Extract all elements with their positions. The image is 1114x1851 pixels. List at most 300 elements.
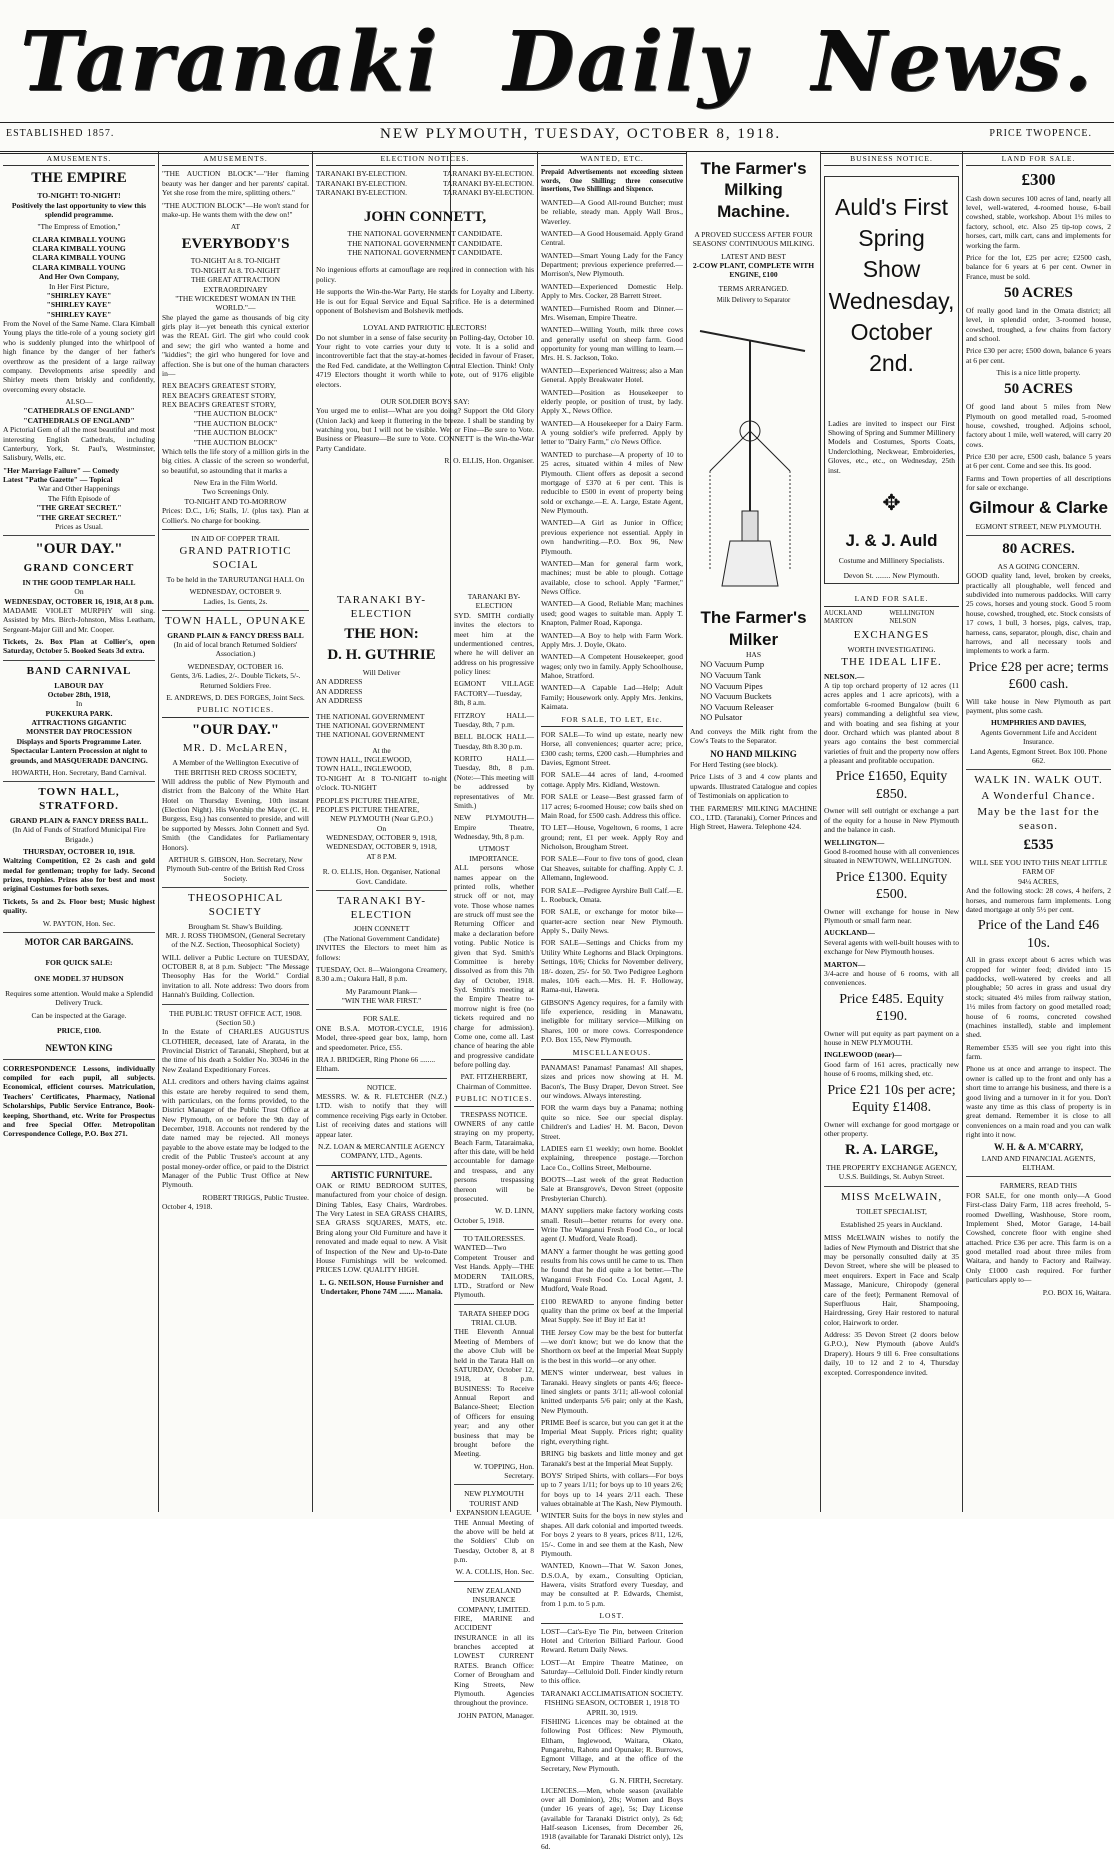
land-city-right: WELLINGTON NELSON (889, 609, 935, 626)
ad-ourday-title: "OUR DAY." (35, 541, 123, 558)
ad-empire-intro: Positively the last opportunity to view this splendid programme. (11, 200, 147, 219)
ad-fishing-licences: LICENCES.—Men, whole season (available over all Dominion), 20s; Women and Boys (under 16 years of age), 5s; Day License (available for Taranaki District only), 2s 6d; Half-season Licenses, from December 26, 1918 (available for Taranaki District only), 12s 6d. (541, 1785, 683, 1851)
ad-auld-devon: Devon St. ........ New Plymouth. (843, 571, 940, 581)
ad-everybodys-block: "THE AUCTION BLOCK" (193, 437, 278, 447)
ad-concert-date: WEDNESDAY, OCTOBER 16, 1918, At 8 p.m. (4, 596, 154, 606)
sale-list (541, 730, 683, 1045)
land-50a-nice: This is a nice little property. (996, 368, 1081, 377)
divider (316, 1009, 447, 1010)
ad-trespass-linn: W. D. LINN, (494, 1206, 534, 1216)
land-80-text: GOOD quality land, level, broken by creeks, practically all ploughable, well fenced and subdivided into numerous paddocks. Will carry 25 cows, horses and young stock. Good 5 room house, cowshed, troughed, etc. Stock consists of 17 cows, 1 bull, 3 horses, pigs, calves, trap, harness, cans, separator, plough, disc, chain and harrows, and all necessary tools and implements to work a farm. (966, 571, 1111, 656)
milker-has: HAS (745, 649, 761, 659)
ad-everybodys-at: AT (230, 222, 241, 232)
ad-fishing-title: TARANAKI ACCLIMATISATION SOCIETY. (541, 1688, 683, 1698)
land-inglewood-text: Good farm of 161 acres, practically new house of 6 rooms, milking shed, etc. (824, 1059, 959, 1079)
classified-ad: WANTED—Experienced Waitress; also a Man General. Apply Breakwater Hotel. (541, 365, 683, 385)
land-94-phone: Phone us at once and arrange to inspect. The owner is called up to the front and only has a short time to arrange his business, and there is a good living and a turnover in it for you. Don't waste any time as this class of property is in great demand. Remember it is close to all conveniences on a main road and you can walk right into it now. (966, 1064, 1111, 1139)
masthead-word-taranaki: Taranaki (20, 14, 440, 110)
ad-everybodys-prices: Prices: D.C., 1/6; Stalls, 1/. (plus tax). Plan at Collier's. No charge for booking. (162, 506, 309, 525)
classified-ad: BRING big baskets and little money and get Taranaki's best at the Imperial Meat Supply. (541, 1449, 683, 1468)
ad-tailor-text: WANTED—Two Competent Trouser and Vest Hands. Apply—THE MODERN TAILORS, LTD., Stratford or New Plymouth. (454, 1243, 534, 1300)
election-guthrie-hon: THE HON: (344, 625, 419, 642)
ad-everybodys-desc: She played the game as thousands of big city girls play it—yet beneath this cynical exterior was the REAL Girl. The girl who could cook and sew; the girl who wanted a home and "kiddies"; the girl who hungered for love and affection. She is but one of the human characters in— (162, 312, 309, 378)
section-header: MISCELLANEOUS. (541, 1048, 683, 1060)
classified-ad: WINTER Suits for the boys in new styles and shapes. All dark colonial and imported tweeds. For boys 2 years to 8 years, prices 8/11, 12/6, 15/-. Come in and see them at the Kash, New Plymouth. (541, 1511, 683, 1558)
milking-latest: LATEST AND BEST (721, 251, 786, 261)
election-guthrie-name: D. H. GUTHRIE (327, 647, 436, 664)
classified-ad: TO LET—House, Vogeltown, 6 rooms, 1 acre ground; rent, £1 per week. Apply Roy and Nicholson, Brougham Street. (541, 823, 683, 852)
section-header: PUBLIC NOTICES. (454, 1094, 534, 1106)
ad-stratford-date: THURSDAY, OCTOBER 10, 1918. (23, 846, 135, 856)
divider (454, 1581, 534, 1582)
land-94-more: All in grass except about 6 acres which was cropped for winter feed; divided into 15 paddocks, well-watered by creeks and all ploughable; 50 acres in grass and usual dry stock; situated 4½ miles from railway station, 1½ miles from factory on good metalled road; house of 6 rooms, concreted cowshed (machines installed), stable and implement shed. (966, 955, 1111, 1040)
divider (316, 1078, 447, 1079)
divider (824, 1186, 959, 1187)
ornament-icon: ✥ (882, 489, 901, 515)
land-maybe: May be the last for the season. (977, 805, 1100, 832)
milking-proven: A PROVED SUCCESS AFTER FOUR SEASONS' CONTINUOUS MILKING. (692, 229, 815, 249)
ad-correspondence: CORRESPONDENCE Lessons, individually compiled for each pupil, all subjects. Economical, efficient courses. Matriculation, Teachers' Certificates, Pharmacy, National Scholarships, Public Service Entrance, Book-keeping, Shorthand, etc. Write for Prospectus and free Special Offer. Metropolitan Correspondence College, P.O. Box 271. (3, 1063, 155, 1139)
election-smith-persons: ALL persons whose names appear on the printed rolls, whether struck off or not, may vote. Those whose names are struck off must see the Returning Officer and make a declaration before voting. Public Notice is given that Syd. Smith's Committee is hereby dissolved as from this 7th day of October, 1918. Syd. Smith's meeting at the Empire Theatre to-morrow night is free (no tickets required and no charge for admission). Come one, come all. Last chance of hearing the able and progressive candidate before polling day. (454, 863, 534, 1069)
election-guthrie-address: AN ADDRESS (316, 686, 363, 696)
election-guthrie-date: WEDNESDAY, OCTOBER 9, 1918, (326, 842, 437, 852)
ad-empire-empress: "The Empress of Emotion," (37, 222, 121, 232)
land-marton-text: 3/4-acre and house of 6 rooms, with all conveniences. (824, 968, 959, 988)
land-large-agency: THE PROPERTY EXCHANGE AGENCY, (826, 1163, 957, 1172)
ad-everybodys-rexbeach: REX BEACH'S GREATEST STORY, (162, 400, 276, 409)
election-smith-empire: NEW PLYMOUTH—Empire Theatre, Wednesday, 9th, 8 p.m. (454, 813, 534, 841)
ad-mcelwain-title: TOILET SPECIALIST, (856, 1206, 927, 1216)
milker-herd: For Herd Testing (see block). (690, 760, 778, 770)
classified-ad: LOST—Cat's-Eye Tie Pin, between Criterion Hotel and Criterion Billiard Parlour. Good Reward. Return Daily News. (541, 1626, 683, 1655)
ad-mcelwain-text: MISS McELWAIN wishes to notify the ladies of New Plymouth and District that she may be personally consulted daily at 35 Devon Street, where she will be pleased to meet enquirers. Expert in Face and Scalp Massage, Manicure, Chiropody (general care of the feet); Permanent Removal of Superfluous Hair, Shampooing, Hairdressing, Grey Hair restored to natural color, Hairwork to order. (824, 1233, 959, 1327)
land-94-text: And the following stock: 28 cows, 4 heifers, 2 horses, and numerous farm implements. Long dated mortgage at only 5½ per cent. (966, 886, 1111, 914)
ad-empire-title: THE EMPIRE (31, 170, 127, 187)
classified-ad: BOOTS—Last week of the great Reduction Sale at Bransgrove's, Devon Street (opposite Presbyterian Church). (541, 1175, 683, 1203)
ad-fletcher-text: MESSRS. W. & R. FLETCHER (N.Z.) LTD. wish to notify that they will commence receiving Pigs early in October. List of receiving dates and stations will appear later. (316, 1092, 447, 1139)
section-header: LAND FOR SALE. (824, 594, 959, 606)
ad-mcelwain-address: Address: 35 Devon Street (2 doors below G.P.O.), New Plymouth (above Auld's Drapery). Hours 9 till 6. Free consultations daily, 10 to 12 and 2 to 4, Thursday excepted. Correspondence invited. (824, 1330, 959, 1377)
election-banner: TARANAKI BY-ELECTION. (442, 178, 534, 188)
land-wellington-title: WELLINGTON— (824, 837, 885, 847)
ad-auld-ladies: Ladies are invited to inspect our First Showing of Spring and Summer Millinery Models and Costumes, Sports Coats, Underclothing, Neckwear, Embroideries, Gloves, etc., etc., on Wednesday, 25th inst. (828, 418, 955, 475)
column-election-left (313, 592, 450, 1514)
classified-ad: THE Jersey Cow may be the best for butterfat—we don't know; but we do know that the Shorthorn ox beef at the Imperial Meat Supply is the best in this world—or any other. (541, 1327, 683, 1365)
land-80-title: 80 ACRES. (1002, 541, 1075, 558)
land-large-name: R. A. LARGE, (845, 1142, 938, 1159)
ad-empire-secret: "THE GREAT SECRET." (36, 512, 122, 522)
column-election-right (451, 592, 537, 1720)
ad-fletcher-agents: N.Z. LOAN & MERCANTILE AGENCY COMPANY, LTD., Agents. (317, 1141, 446, 1161)
ad-mcelwain-name: MISS McELWAIN, (840, 1190, 943, 1203)
ad-stratford-waltz: Waltzing Competition, £2 2s cash and gold medal for gentleman; trophy for lady. Second prizes, trophies. Prizes also for best and most original Costumes for both sexes. (3, 856, 155, 894)
land-auckland-title: AUCKLAND— (824, 928, 875, 938)
milker-company: THE FARMERS' MILKING MACHINE CO., LTD. (Taranaki), Corner Princes and High Street, Hawera. Telephone 424. (690, 803, 817, 832)
land-large-address: U.S.S. Buildings, St. Aubyn Street. (838, 1172, 945, 1182)
ad-band-monster: MONSTER DAY PROCESSION (26, 727, 132, 737)
classified-ad: FOR SALE—Settings and Chicks from my Utility White Leghorns and Black Orpingtons. Settings, 10/6; Chicks for November delivery, 18/- dozen, 25/- for 50. Two Pedigree Leghorn males, 10/6 each.—Mrs. H. F. Holloway, Rama-nui, Hawera. (541, 938, 683, 995)
ad-empire-film: "SHIRLEY KAYE" (46, 309, 112, 319)
ad-trust-estate: In the Estate of CHARLES AUGUSTUS CLOTHIER, deceased, late of Ararata, in the Provincial District of Taranaki, Shepherd, but at the time of his death a Soldier No. 30346 in the New Zealand Expeditionary Forces. (162, 1027, 309, 1074)
classified-ad: WANTED—A Competent Housekeeper, good wages; only two in family. Apply Schoolhouse, Mahoe, Stratford. (541, 652, 684, 681)
ad-auld-costume: Costume and Millinery Specialists. (838, 555, 945, 565)
masthead (20, 8, 1094, 116)
classified-ad: WANTED to purchase—A property of 10 to 25 acres, situated within 4 miles of New Plymouth. Client offers as deposit a second mortgage of £370 at 6 per cent. This is reducible to £500 in event of property being sold or exchange.—E. A. Large, Estate Agent, New Plymouth. (541, 449, 683, 516)
milker-prices: Price Lists of 3 and 4 cow plants and upwards. Illustrated Catalogue and copies of Testimonials on application to (690, 772, 817, 801)
ad-everybodys-title: EVERYBODY'S (181, 235, 290, 252)
election-banner: TARANAKI BY-ELECTION. (316, 188, 408, 198)
ad-ourday2-redcross: THE BRITISH RED CROSS SOCIETY, (174, 767, 297, 777)
land-marton-title: MARTON— (824, 959, 866, 969)
election-smith-utmost: UTMOST IMPORTANCE. (469, 844, 519, 863)
classified-ad: MEN'S winter underwear, best values in Taranaki. Heavy singlets or pants 4/6; fleece-lined singlets or pants 3/11; all-wool colonial knitted underpants 5/6 pair; only at the Kash, New Plymouth. (541, 1368, 683, 1415)
ad-empire-desc: From the Novel of the Same Name. Clara Kimball Young plays the title-role of a young society girl who is suddenly plunged into the whirlpool of high finance by the danger of her father's overthrow as the president of a large railway company. Developments arise speedily and Shirley meets them briskly and confidently, overcoming every obstacle. (3, 319, 155, 394)
ad-ourday2-member: A Member of the Wellington Executive of (172, 758, 299, 768)
ad-insurance-title: NEW ZEALAND INSURANCE COMPANY, LIMITED. (457, 1585, 531, 1614)
land-inglewood-owner: Owner will exchange for good mortgage or other property. (824, 1119, 959, 1138)
classified-ad: WANTED—Position as Housekeeper to elderly people, or position of trust, by lady. Apply X., News Office. (541, 387, 683, 416)
ad-band-in: In (75, 699, 83, 709)
election-guthrie-ellis: R. O. ELLIS, Hon. Organiser, National Govt. Candidate. (322, 867, 441, 886)
section-header: AMUSEMENTS. (3, 154, 155, 166)
divider (162, 887, 309, 888)
ad-opunake-date: WEDNESDAY, OCTOBER 16. (187, 661, 284, 671)
column-business (821, 152, 962, 1514)
ad-auld-spring (824, 176, 959, 584)
misc-list (541, 1063, 683, 1608)
land-farms: Farms and Town properties of all descriptions for sale or exchange. (966, 473, 1111, 493)
ad-bsa-title: FOR SALE. (362, 1014, 401, 1024)
ad-everybodys-tonight: TO-NIGHT At 8. TO-NIGHT (190, 256, 281, 266)
land-80-going: AS A GOING CONCERN. (997, 561, 1080, 571)
classified-ad: WANTED—A Good All-round Butcher; must be reliable, steady man. Apply Wall Bros., Waverley. (541, 197, 683, 226)
ad-tailor-title: TO TAILORESSES. (462, 1234, 526, 1243)
ad-everybodys-block: "THE AUCTION BLOCK" (193, 409, 278, 419)
land-nelson-owner: Owner will sell outright or exchange a part of the equity for a house in New Plymouth and the balance in cash. (824, 806, 959, 835)
ad-ourday2-title: "OUR DAY." (191, 721, 280, 738)
ad-stratford-tickets: Tickets, 5s and 2s. Floor best; Music highest quality. (3, 896, 155, 916)
milker-title: The Farmer's Milker (700, 608, 807, 649)
ad-fletcher-title: NOTICE. (366, 1082, 397, 1092)
column-land (963, 152, 1114, 1514)
election-banner: TARANAKI BY-ELECTION. (316, 178, 408, 188)
land-50b-price: Price £30 per acre, £500 cash, balance 5 years at 6 per cent. Come and see this. Its good. (966, 452, 1111, 471)
ad-theosophy-title: THEOSOPHICAL SOCIETY (187, 892, 284, 918)
classified-ad: FOR SALE, or exchange for motor bike—quarter-acre section near New Plymouth. Apply S., Daily News. (541, 907, 683, 936)
ad-motor-desc: Requires some attention. Would make a Splendid Delivery Truck. (5, 988, 153, 1008)
election-smith-fitz: PAT. FITZHERBERT, Chairman of Committee. (456, 1072, 532, 1091)
ad-theosophy-lecture: WILL deliver a Public Lecture on TUESDAY, OCTOBER 8, at 8 p.m. Subject: "The Message Theosophy Has for the World." Cordial invitation to all. Note address: Two doors from Hannah's Building. Collection. (162, 952, 309, 1000)
classified-ad: WANTED—A Girl as Junior in Office; previous experience not essential. Apply in own handwriting.—P.O. Box 96, New Plymouth. (541, 518, 683, 556)
divider (454, 1304, 534, 1305)
ad-empire-company: And Her Own Company, (39, 272, 119, 282)
divider (3, 535, 155, 536)
classified-ad: FOR the warm days buy a Panama; nothing quite so nice. See our special display. Children's and Ladies' H. M. Bacon, Devon Street. (541, 1103, 683, 1141)
ad-opunake-price: Gents, 3/6. Ladies, 2/-. Double Tickets, 5/-. Returned Soldiers Free. (170, 671, 301, 690)
milking-machine-illustration (690, 311, 817, 601)
ad-ourday2-gibson: ARTHUR S. GIBSON, Hon. Secretary, New Plymouth Sub-centre of the British Red Cross Society. (166, 854, 305, 883)
land-wellington-owner: Owner will exchange for house in New Plymouth or small farm near. (824, 906, 959, 925)
divider (3, 660, 155, 661)
column-amusements-2 (159, 152, 312, 1514)
ad-everybodys-tonight: TO-NIGHT At 8. TO-NIGHT (190, 265, 281, 275)
ad-everybodys-rexbeach: REX BEACH'S GREATEST STORY, (162, 381, 276, 391)
milker-feature-item: NO Vacuum Pump (700, 659, 765, 670)
ad-auction-1: "THE AUCTION BLOCK"—"Her flaming beauty was her danger and her parents' capital. Yet she rose from the mire, splitting others." (162, 169, 309, 198)
election-connett2-platform: My Paramount Plank— (345, 986, 418, 996)
classified-ad: FOR SALE—To wind up estate, nearly new Horse, all conveniences; quarter acre; price, £300 cash; terms, £200 cash.—Humphries and Davies, Egmont Street. (541, 729, 683, 768)
election-connett2-winwar: "WIN THE WAR FIRST." (341, 996, 422, 1005)
election-guthrie-peoples: PEOPLE'S PICTURE THEATRE, (316, 795, 420, 805)
land-marton-owner: Owner will put equity as part payment on a house in NEW PLYMOUTH. (824, 1028, 959, 1047)
divider (162, 610, 309, 611)
ad-tarata-topping: W. TOPPING, Hon. Secretary. (473, 1461, 534, 1480)
ad-empire-first: In Her First Picture, (49, 281, 109, 291)
divider (966, 535, 1111, 536)
ad-empire-episode: The Fifth Episode of (47, 493, 111, 503)
ad-motor-garage: Can be inspected at the Garage. (31, 1010, 127, 1020)
election-loyal-text: Do not slumber in a sense of false security on Polling-day, October 10. Your right to vote carries your duty to vote. It is a solid and incontrovertible fact that the stay-at-homes decided in favour of Fraser, the Red Fed. candidate, at the Wellington Central Election. Think! Only 4719 Electors thought it worth while to vote, out of 9176 eligible electors. (316, 332, 534, 389)
divider (3, 1059, 155, 1060)
ad-everybodys-which: Which tells the life story of a million girls in the big cities. A classic of the screen so wonderful, so beautiful, so astounding that it marks a (162, 446, 309, 475)
land-walkin: WALK IN. WALK OUT. (974, 774, 1103, 787)
divider (162, 1004, 309, 1005)
land-94-acres: 94¼ ACRES, (1018, 876, 1059, 886)
ad-insurance-paton: JOHN PATON, Manager. (457, 1710, 534, 1720)
ad-social-place: To be held in the TARURUTANGI HALL On (166, 574, 305, 584)
land-50a-text: Of really good land in the Omata district; all level, in splendid order, 3-roomed house, cowshed, troughed, a few chains from factory and school. (966, 305, 1111, 343)
land-gilmour-name: Gilmour & Clarke (969, 497, 1108, 517)
ad-everybodys-attraction: THE GREAT ATTRACTION EXTRAORDINARY (190, 275, 281, 294)
land-mccarry-agents: LAND AND FINANCIAL AGENTS, ELTHAM. (981, 1153, 1096, 1172)
election-guthrie-address: AN ADDRESS (316, 696, 363, 706)
land-50a-price: Price £30 per acre; £500 down, balance 6 years at 6 per cent. (966, 346, 1111, 365)
land-300-price: £300 (1021, 170, 1056, 190)
land-humphries-address: Land Agents, Egmont Street. Box 100. Phone 662. (970, 746, 1107, 765)
divider (316, 890, 447, 891)
ad-concert-on: On (74, 587, 84, 597)
ad-trust-date: October 4, 1918. (162, 1202, 213, 1211)
land-farmers-pobox: P.O. BOX 16, Waitara. (1042, 1287, 1111, 1297)
election-loyal-title: LOYAL AND PATRIOTIC ELECTORS! (363, 323, 487, 333)
ad-everybodys-block: "THE AUCTION BLOCK" (193, 418, 278, 428)
ad-empire-war: War and Other Happenings (38, 484, 120, 494)
classified-ad: WANTED—Man for general farm work, machines; must be able to plough. Cottage available, close to school. Apply "Farmer," News Office. (541, 558, 683, 597)
ad-empire-prices: Prices as Usual. (55, 521, 103, 531)
ad-bsa-text: ONE B.S.A. MOTOR-CYCLE, 1916 Model, three-speed gear box, lamp, horn and speedometer. Price, £55. (316, 1023, 447, 1052)
ad-empire-film: "SHIRLEY KAYE" (46, 300, 112, 310)
ad-band-title: BAND CARNIVAL (26, 664, 132, 677)
ad-auld-line3: Wednesday, (828, 287, 955, 314)
classified-ad: WANTED—A Housekeeper for a Dairy Farm. A young soldier's wife preferred. Apply by letter to "Dairy Farm," c/o News Office. (541, 418, 683, 447)
ad-empire-cathedrals: "CATHEDRALS OF ENGLAND" (23, 406, 135, 416)
ad-ourday2-address: Will address the public of New Plymouth and district from the Balcony of the White Hart Hotel on Thursday Evening, 10th instant (Election Night). His Worship the Mayor (C. H. Burgess, Esq.) has consented to preside, and will be supported by Messrs. John Connett and Syd. Smith (the Candidates for Parliamentary Honors). (162, 776, 309, 852)
ad-auction-2: "THE AUCTION BLOCK"—He won't stand for make-up. He wants them with the dew on!" (162, 200, 309, 219)
ad-furniture-text: OAK or RIMU BEDROOM SUITES, manufactured from your choice of design. Dining Tables, Easy Chairs, Wardrobes. The Very Latest in SEA GRASS CHAIRS, SEA GRASS SQUARES, MATS, etc. Bring along your Old Furniture and have it renovated and made equal to new. A Visit of Inspection of the New and Up-to-Date House Furnishings will be welcomed. PRICES LOW. QUALITY HIGH. (316, 1180, 447, 1275)
classified-ad: WANTED—Experienced Domestic Help. Apply to Mrs. Cocker, 28 Barrett Street. (541, 281, 683, 301)
classified-ad: FOR SALE—Four to five tons of good, clean Oat Sheaves, suitable for chaffing. Apply C. J. Allemann, Inglewood. (541, 854, 683, 883)
election-guthrie-town: TOWN HALL, INGLEWOOD, (316, 755, 412, 764)
ad-auld-headline (828, 192, 955, 378)
divider (966, 769, 1111, 770)
election-connett2-candidate: (The National Government Candidate) (323, 933, 440, 943)
land-50a-title: 50 ACRES (1004, 285, 1073, 301)
ad-opunake-secs: E. ANDREWS, D. DES FORGES, Joint Secs. (166, 692, 305, 702)
ad-social-title: GRAND PATRIOTIC SOCIAL (179, 545, 292, 571)
ad-stratford-payton: W. PAYTON, Hon. Sec. (42, 918, 116, 928)
election-banner: TARANAKI BY-ELECTION. (442, 169, 534, 179)
election-guthrie-natgov: THE NATIONAL GOVERNMENT (316, 730, 425, 740)
ad-copper: IN AID OF COPPER TRAIL (191, 533, 280, 543)
lost-list (541, 1627, 683, 1686)
ad-opunake-ball: GRAND PLAIN & FANCY DRESS BALL (167, 630, 304, 640)
land-nelson-title: NELSON.— (824, 671, 865, 681)
ad-tourist-text: THE Annual Meeting of the above will be held at the Soldiers' Club on Tuesday, October 8, at 8 p.m. (454, 1517, 534, 1564)
masthead-word-news: News. (811, 14, 1094, 110)
land-inglewood-title: INGLEWOOD (near)— (824, 1050, 902, 1060)
election-guthrie-town: TOWN HALL, INGLEWOOD, (316, 764, 412, 774)
election-guthrie-at8: AT 8 P.M. (366, 851, 397, 861)
election-smith-fitzroy: FITZROY HALL—Tuesday, 8th, 7 p.m. (454, 710, 534, 729)
ad-opunake-aid: (In aid of local branch Returned Soldiers' Association.) (173, 640, 298, 659)
ad-empire-cathedrals: "CATHEDRALS OF ENGLAND" (23, 415, 135, 425)
classified-ad: WANTED—A Boy to help with Farm Work. Apply Mrs. J. Doyle, Okato. (541, 630, 683, 649)
ad-auld-name: J. & J. Auld (845, 531, 938, 551)
ad-empire-secret: "THE GREAT SECRET." (36, 503, 122, 513)
land-50b-text: Of good land about 5 miles from New Plymouth on good metalled road, 5-roomed house, cowshed, troughed. Adjoins school, factory about 1 mile, well watered, will carry 20 cows. (966, 402, 1111, 449)
ad-stratford-ball: GRAND PLAIN & FANCY DRESS BALL. (9, 815, 149, 825)
ad-concert-artists: MADAME VIOLET MURPHY will sing. Assisted by Mrs. Birch-Johnston, Miss Leatham, Sergeant-Major Gill and Mr. Cooper. (3, 605, 155, 634)
section-header: LOST. (541, 1611, 683, 1623)
ad-concert-tickets: Tickets, 2s. Box Plan at Collier's, open Saturday, October 5. Booked Seats 3d extra. (3, 637, 155, 656)
election-guthrie-peoples: PEOPLE'S PICTURE THEATRE, (316, 804, 420, 814)
ad-fishing-text: FISHING Licences may be obtained at the following Post Offices: New Plymouth, Eltham, Inglewood, Waitara, Okato, Pungarehu, Rahotu and Opunake; R. Burrows, Egmont Village, and at the office of the Secretary, New Plymouth. (541, 1716, 683, 1773)
section-header: AMUSEMENTS. (162, 154, 309, 166)
ad-band-park: PUKEKURA PARK. (45, 708, 113, 718)
election-candidate: THE NATIONAL GOVERNMENT CANDIDATE. (347, 238, 503, 248)
classified-ad: WANTED, Known—That W. Saxon Jones, D.S.O.A, by exam., Consulting Optician, Hawera, visits Stratford every Tuesday, and may be consulted at P. Edwards, Chemist, from 1 p.m. to 5 p.m. (541, 1561, 683, 1608)
election-guthrie-date: WEDNESDAY, OCTOBER 9, 1918, (326, 833, 437, 842)
divider (454, 1229, 534, 1230)
election-banner: TARANAKI BY-ELECTION. (316, 169, 408, 179)
ad-band-attractions: ATTRACTIONS GIGANTIC (31, 718, 127, 727)
election-candidate: THE NATIONAL GOVERNMENT CANDIDATE. (347, 248, 503, 257)
ad-theosophy-thomson: MR. J. ROSS THOMSON, (General Secretary of the N.Z. Section, Theosophical Society) (165, 930, 306, 950)
milker-nohand: NO HAND MILKING (710, 748, 797, 759)
land-94-price: Price of the Land £46 10s. (977, 918, 1100, 951)
milking-plant: 2-COW PLANT, COMPLETE WITH ENGINE, £100 (692, 260, 815, 280)
divider (3, 932, 155, 933)
section-header: PUBLIC NOTICES. (162, 705, 309, 717)
ad-fishing-firth: G. N. FIRTH, Secretary. (609, 1776, 683, 1786)
ad-bsa-bridger: IRA J. BRIDGER, Ring Phone 66 ........ Eltham. (316, 1054, 436, 1074)
section-header: ELECTION NOTICES. (316, 154, 534, 166)
ad-empire-tonight: TO-NIGHT! TO-NIGHT! (37, 191, 121, 201)
milker-conveys: And conveys the Milk right from the Cow's Teats to the Separator. (690, 727, 817, 746)
election-guthrie-tonight: TO-NIGHT At 8 TO-NIGHT to-night o'clock. TO-NIGHT (316, 773, 447, 793)
election-guthrie-banner: TARANAKI BY-ELECTION (336, 594, 427, 620)
election-guthrie-np: NEW PLYMOUTH (Near G.P.O.) (330, 814, 433, 824)
election-connett-title: JOHN CONNETT, (363, 208, 487, 225)
ad-trespass-text: OWNERS of any cattle straying on my property, Beach Farm, Tataraimaka, after this date, will be held accountable for damage and trespass, and any persons trespassing thereon will be prosecuted. (454, 1118, 534, 1203)
election-connett2-banner: TARANAKI BY-ELECTION (336, 894, 427, 921)
land-wonderful: A Wonderful Chance. (981, 790, 1096, 802)
classified-ad: FOR SALE—Pedigree Ayrshire Bull Calf.—E. L. Roebuck, Omata. (541, 885, 683, 904)
section-header: LAND FOR SALE. (966, 154, 1111, 166)
ad-empire-also: ALSO— (65, 397, 93, 406)
divider (162, 529, 309, 530)
ad-ourday2-mclaren: MR. D. McLAREN, (182, 742, 289, 755)
ad-auld-line2: Spring Show (858, 225, 925, 283)
ad-motor-price: PRICE, £100. (57, 1026, 101, 1035)
land-wellington-price: Price £1300. Equity £500. (835, 869, 948, 903)
land-94-remember: Remember £535 will see you right into this farm. (966, 1042, 1111, 1061)
land-gilmour-address: EGMONT STREET, NEW PLYMOUTH. (975, 521, 1102, 531)
ad-opunake-title: TOWN HALL, OPUNAKE (165, 614, 306, 627)
ad-trespass-date: October 5, 1918. (454, 1215, 505, 1225)
ad-milking-machine (687, 152, 820, 832)
land-cities (824, 610, 959, 627)
ad-tarata-title: TARATA SHEEP DOG TRIAL CLUB. (458, 1308, 530, 1327)
milking-caption: Milk Delivery to Separator (716, 297, 791, 304)
ad-theosophy-address: Brougham St. Shaw's Building. (188, 921, 283, 931)
milker-features (690, 659, 817, 723)
ad-motor-title: MOTOR CAR BARGAINS. (24, 936, 134, 947)
milking-machine-drawing (690, 311, 817, 601)
ad-everybodys-two: Two Screenings Only. (202, 487, 269, 497)
election-candidate: THE NATIONAL GOVERNMENT CANDIDATE. (347, 229, 503, 239)
classified-ad: WANTED—Smart Young Lady for the Fancy Department; previous experience preferred.—Morrison's, New Plymouth. (541, 250, 683, 279)
ad-band-howarth: HOWARTH, Hon. Secretary, Band Carnival. (11, 767, 147, 777)
election-effort: No ingenious efforts at camouflage are required in connection with his policy. (316, 265, 534, 284)
land-50b-title: 50 ACRES (1004, 381, 1073, 398)
ad-everybodys-tomorrow: TO-NIGHT AND TO-MORROW (184, 496, 287, 506)
land-exchanges: EXCHANGES (853, 628, 930, 641)
section-header: BUSINESS NOTICE. (824, 154, 959, 166)
classified-ad: MANY suppliers make factory working costs small. Result—better returns for every one. Write The Wanganui Fresh Food Co., or local agent (J. Mudford, Veale Road). (541, 1206, 683, 1244)
dateline (0, 122, 1114, 154)
ad-everybodys-rexbeach: REX BEACH'S GREATEST STORY, (162, 390, 276, 400)
ad-empire-star: CLARA KIMBALL YOUNG (32, 234, 126, 244)
classified-ad: BOYS' Striped Shirts, with collars—For boys up to 7 years 1/11; for boys up to 10 years 2/6; for boys up to 14 years 2/11 each. These values obtainable at The Kash, New Plymouth. (541, 1470, 683, 1509)
land-farmers-title: FARMERS, READ THIS (999, 1181, 1078, 1191)
election-soldier-text: You urged me to enlist—What are you doing? Support the Old Glory (Union Jack) and keep it fluttering in the breeze. I shall be standing by watching you, but I will not be visible. Wet or Fine—Be sure to Vote. Business or Pleasure—Be sure to Vote. CONNETT is the Win-the-War Party Candidate. (316, 406, 534, 453)
ad-trespass-title: TRESPASS NOTICE. (460, 1109, 528, 1119)
land-wellington-text: Good 8-roomed house with all conveniences situated in NEWTOWN, WELLINGTON. (824, 846, 959, 866)
milker-feature-item: NO Vacuum Tank (700, 669, 761, 680)
ad-trust-creditors: ALL creditors and others having claims against this estate are hereby required to send them, with particulars, on the forms provided, to the District Manager of the Public Trust Office at New Plymouth, on or before the 9th day of December, 1918. Accounts not rendered by the date named may be rejected. All moneys payable to the above estate may be lodged to the credit of the Public Trustee's account at any postal money-order office, or paid to the District Manager of the Public Trust Office at New Plymouth. (162, 1077, 309, 1190)
section-header: WANTED, ETC. (541, 154, 683, 166)
land-farmers-text: FOR SALE, for one month only—A Good First-class Dairy Farm, 118 acres freehold, 5-roomed Dwelling, Washhouse, Store room, Implement Shed, Motor Garage, 14-bail Cowshed, concrete floor with engine shed attached. Price £36 per acre. This farm is on a good metalled road about three miles from Waitara, and handy to Factory and Railway. Only £1000 cash required. For further particulars apply to— (966, 1190, 1111, 1285)
ad-empire-cath-desc: A Pictorial Gem of all the most beautiful and most interesting English Cathedrals, including Canterbury, York, St. Paul's, Westminster, Salisbury, Wells, etc. (3, 425, 155, 463)
election-guthrie-address: AN ADDRESS (316, 677, 363, 687)
classified-ad: WANTED—Furnished Room and Dinner.—Mrs. Wiseman, Empire Theatre. (541, 303, 683, 322)
classified-ad: PRIME Beef is scarce, but you can get it at the Imperial Meat Supply. Prices right; quality right, everything right. (541, 1418, 683, 1446)
ad-trust-title: THE PUBLIC TRUST OFFICE ACT, 1908. (Section 50.) (169, 1008, 302, 1027)
election-smith-korito: KORITO HALL—Tuesday, 8th, 8 p.m. (Note:—This meeting will be addressed by representatives of Mr. Smith.) (454, 754, 534, 810)
masthead-word-daily: Daily (503, 14, 748, 110)
ad-concert-title: GRAND CONCERT (23, 562, 135, 574)
section-header: FOR SALE, TO LET, Etc. (541, 715, 683, 727)
ad-stratford-title: TOWN HALL, STRATFORD. (38, 786, 120, 812)
election-banner: TARANAKI BY-ELECTION. (442, 188, 534, 198)
ad-insurance-text: FIRE, MARINE and ACCIDENT INSURANCE in all its branches accepted at LOWEST CURRENT RATES. Branch Office: Corner of Brougham and King Streets, New Plymouth. Agencies throughout the province. (454, 1613, 534, 1708)
classified-ad: FOR SALE—44 acres of land, 4-roomed cottage. Apply Mrs. Kidland, Westown. (541, 770, 683, 789)
classified-ad: PANAMAS! Panamas! Panamas! All shapes, sizes and prices now showing at H. M. Bacon's, The Busy Draper, Devon Street. See our windows. Always interesting. (541, 1062, 683, 1101)
milker-feature-item: NO Vacuum Pipes (700, 680, 763, 691)
classified-ad: LOST—At Empire Theatre Matinee, on Saturday—Celluloid Doll. Finder kindly return to this office. (541, 1657, 683, 1686)
ad-tourist-title: NEW PLYMOUTH TOURIST AND EXPANSION LEAGUE. (456, 1489, 532, 1518)
